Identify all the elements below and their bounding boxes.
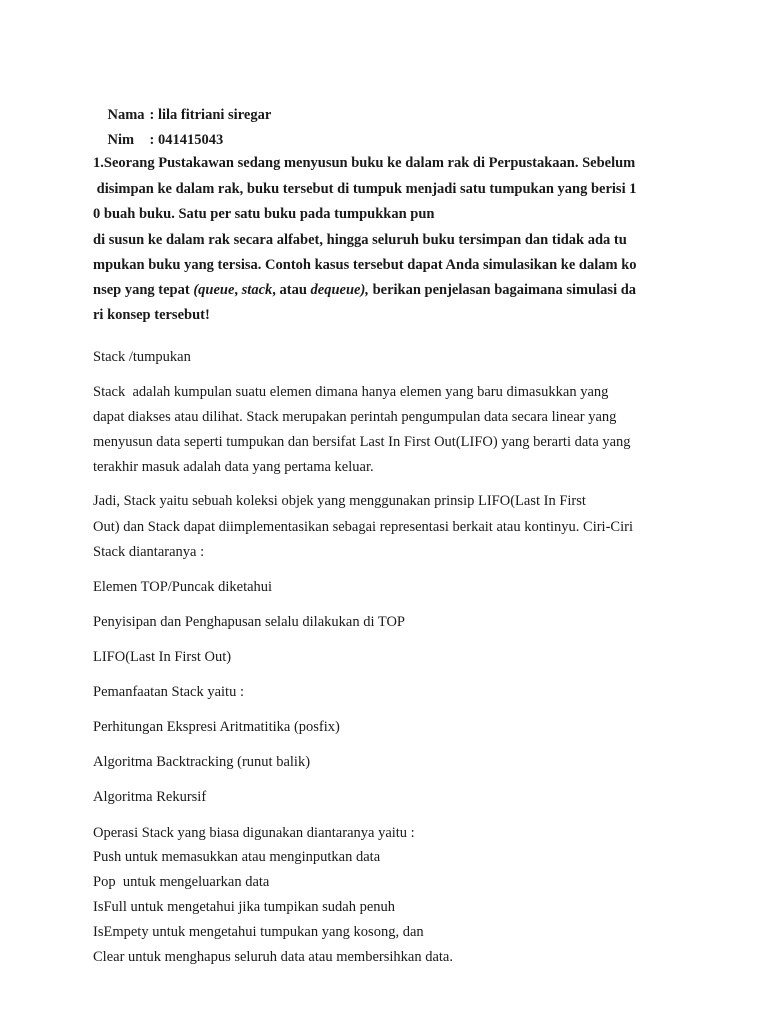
list-item: Pop untuk mengeluarkan data	[93, 874, 270, 890]
question-line: ri konsep tersebut!	[93, 307, 210, 323]
name-value: : lila fitriani siregar	[149, 107, 272, 123]
section-heading: Pemanfaatan Stack yaitu :	[93, 684, 244, 700]
nim-label: Nim	[107, 132, 135, 148]
paragraph-line: Out) dan Stack dapat diimplementasikan sebagai representasi berkait atau kontinyu. Ciri-Ciri	[93, 519, 633, 535]
question-text: nsep yang tepat	[93, 282, 194, 298]
list-item: Penyisipan dan Penghapusan selalu dilakukan di TOP	[93, 614, 405, 630]
list-item: IsEmpety untuk mengetahui tumpukan yang kosong, dan	[93, 924, 424, 940]
question-text: , atau	[272, 282, 311, 298]
question-line: mpukan buku yang tersisa. Contoh kasus tersebut dapat Anda simulasikan ke dalam ko	[93, 257, 637, 273]
question-line: 0 buah buku. Satu per satu buku pada tumpukkan pun	[93, 206, 435, 222]
paragraph-line: Stack diantaranya :	[93, 544, 205, 560]
question-line: 1.Seorang Pustakawan sedang menyusun buku ke dalam rak di Perpustakaan. Sebelum	[93, 155, 636, 171]
question-term-stack: stack	[241, 282, 273, 298]
paragraph-line: Jadi, Stack yaitu sebuah koleksi objek yang menggunakan prinsip LIFO(Last In First	[93, 493, 586, 509]
paragraph-line: terakhir masuk adalah data yang pertama keluar.	[93, 459, 374, 475]
question-line: di susun ke dalam rak secara alfabet, hingga seluruh buku tersimpan dan tidak ada tu	[93, 232, 627, 248]
list-item: LIFO(Last In First Out)	[93, 649, 232, 665]
nim-value: : 041415043	[149, 132, 224, 148]
list-item: Clear untuk menghapus seluruh data atau membersihkan data.	[93, 949, 453, 965]
name-label: Nama	[107, 107, 145, 123]
list-item: IsFull untuk mengetahui jika tumpikan sudah penuh	[93, 899, 396, 915]
paragraph-line: Operasi Stack yang biasa digunakan diantaranya yaitu :	[93, 825, 415, 841]
paragraph-line: Stack adalah kumpulan suatu elemen dimana hanya elemen yang baru dimasukkan yang	[93, 384, 609, 400]
question-term-dequeue: dequeue),	[310, 282, 369, 298]
list-item: Algoritma Rekursif	[93, 789, 207, 805]
question-term-queue: (queue	[193, 282, 235, 298]
question-line: disimpan ke dalam rak, buku tersebut di tumpuk menjadi satu tumpukan yang berisi 1	[93, 181, 637, 197]
question-text: berikan penjelasan bagaimana simulasi da	[368, 282, 637, 298]
question-text: ,	[234, 282, 242, 298]
list-item: Algoritma Backtracking (runut balik)	[93, 754, 311, 770]
section-heading: Stack /tumpukan	[93, 349, 191, 365]
list-item: Push untuk memasukkan atau menginputkan data	[93, 849, 381, 865]
list-item: Perhitungan Ekspresi Aritmatitika (posfix)	[93, 719, 340, 735]
list-item: Elemen TOP/Puncak diketahui	[93, 579, 273, 595]
question-line	[93, 281, 636, 299]
paragraph-line: menyusun data seperti tumpukan dan bersifat Last In First Out(LIFO) yang berarti data yang	[93, 434, 631, 450]
paragraph-line: dapat diakses atau dilihat. Stack merupakan perintah pengumpulan data secara linear yang	[93, 409, 617, 425]
